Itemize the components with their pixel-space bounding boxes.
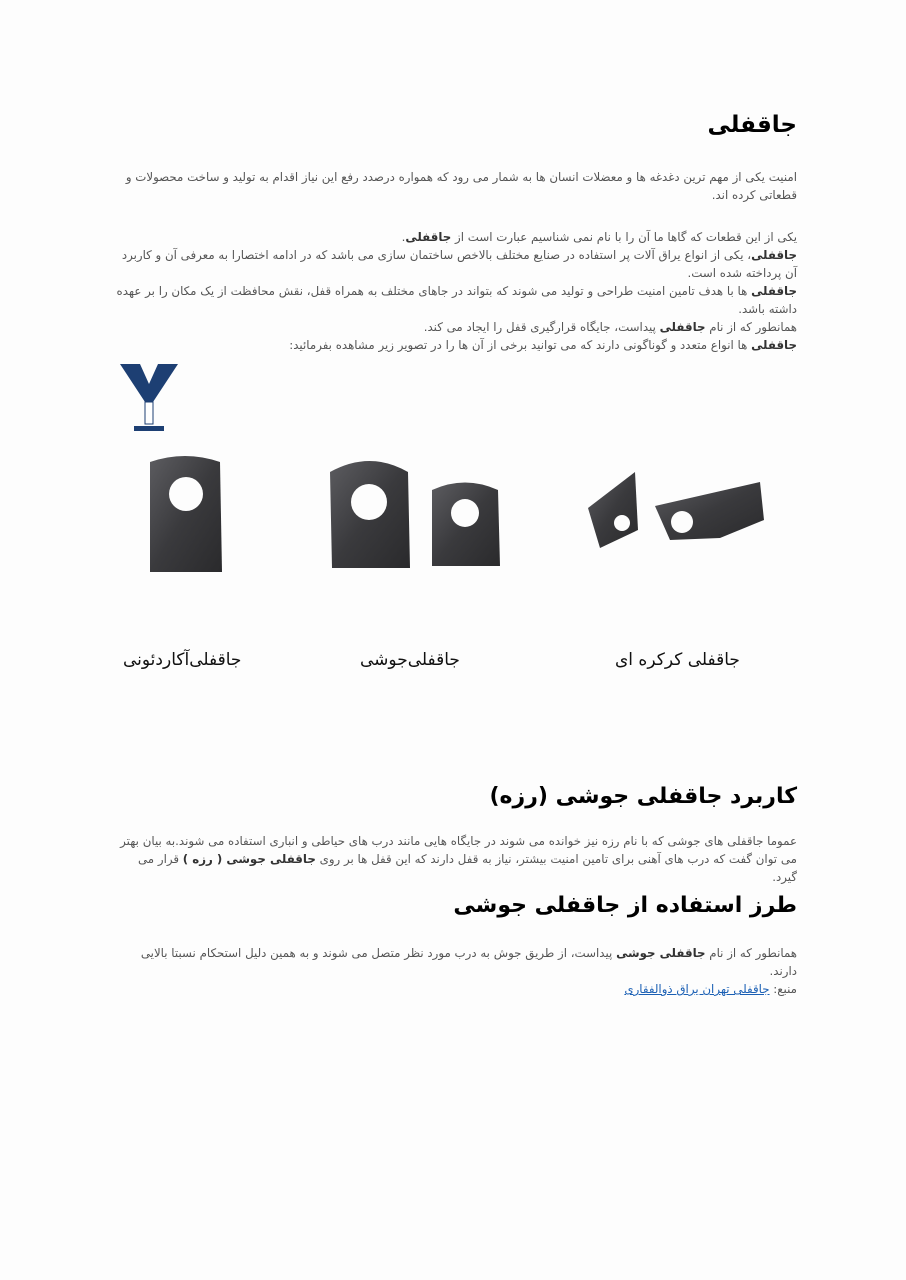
text: ها با هدف تامین امنیت طراحی و تولید می شوند که بتواند در جاهای مختلف به همراه قفل، نقش محافظت از یک مکان را بر عهده داشته باشد. bbox=[116, 284, 797, 316]
bold-term: جاقفلی bbox=[751, 338, 797, 352]
label-accordion-latch: جاقفلی‌آکاردئونی bbox=[123, 650, 242, 670]
definition-line-1 bbox=[110, 228, 797, 246]
text: . bbox=[401, 230, 406, 244]
logo-caption-bar bbox=[134, 426, 164, 431]
logo-stem bbox=[145, 402, 153, 424]
text: همانطور که از نام bbox=[705, 320, 797, 334]
bold-term: جاقفلی bbox=[751, 284, 797, 298]
shutter-latch-image bbox=[588, 472, 764, 548]
welded-latch-large-image bbox=[330, 461, 410, 568]
page-title: جاقفلی bbox=[707, 112, 797, 138]
source-label: منبع: bbox=[769, 982, 797, 996]
section-heading-howto: طرز استفاده از جاقفلی جوشی bbox=[453, 893, 797, 918]
text: پیداست، جایگاه قرارگیری قفل را ایجاد می کند. bbox=[423, 320, 660, 334]
welded-latch-small-image bbox=[432, 483, 500, 567]
logo-v-shape bbox=[120, 364, 178, 402]
definition-line-3 bbox=[110, 282, 797, 318]
bold-term: جاقفلی bbox=[659, 320, 706, 334]
howto-paragraph bbox=[110, 944, 797, 980]
intro-paragraph: امنیت یکی از مهم ترین دغدغه ها و معضلات انسان ها به شمار می رود که همواره درصدد رفع این نیاز اقدام به تولید و ساخت محصولات و قطعاتی کرده اند. bbox=[125, 170, 797, 202]
source-link[interactable]: جاقفلی تهران یراق ذوالفقاری bbox=[624, 982, 770, 996]
text: یکی از این قطعات که گاها ما آن را با نام نمی شناسیم عبارت است از bbox=[451, 230, 797, 244]
section-heading-usage: کاربرد جاقفلی جوشی (رزه) bbox=[489, 784, 797, 809]
label-welded-latch: جاقفلی‌جوشی bbox=[360, 650, 460, 670]
text: همانطور که از نام bbox=[705, 946, 797, 960]
definition-line-5 bbox=[110, 336, 797, 354]
definition-line-2 bbox=[110, 246, 797, 282]
text: پیداست، از طریق جوش به درب مورد نظر متصل می شوند و به همین دلیل استحکام نسبتا بالایی دارند. bbox=[140, 946, 797, 978]
definition-block bbox=[110, 228, 797, 354]
bold-term: جاقفلی جوشی ( رزه ) bbox=[182, 852, 316, 866]
bold-term: جاقفلی bbox=[405, 230, 452, 244]
text: قرار می گیرد. bbox=[137, 852, 797, 884]
label-shutter-latch: جاقفلی کرکره ای bbox=[615, 650, 740, 670]
text: ها انواع متعدد و گوناگونی دارند که می توانید برخی از آن ها را در تصویر زیر مشاهده بفرمائید: bbox=[289, 338, 752, 352]
bold-term: جاقفلی bbox=[751, 248, 797, 262]
source-line bbox=[110, 980, 797, 998]
accordion-latch-image bbox=[150, 456, 222, 572]
bold-term: جاقفلی جوشی bbox=[616, 946, 706, 960]
usage-paragraph bbox=[110, 832, 797, 886]
text: ، یکی از انواع یراق آلات پر استفاده در صنایع مختلف بالاخص ساختمان سازی می باشد که در ادامه اختصارا به معرفی آن و کاربرد آن پرداخته شده است. bbox=[121, 248, 797, 280]
howto-block bbox=[110, 944, 797, 998]
product-figure bbox=[110, 450, 797, 650]
text: عموما جاقفلی های جوشی که با نام رزه نیز خوانده می شوند در جایگاه هایی مانند درب های حیاطی و انباری استفاده می شوند.به بیان بهتر می توان گفت که درب های آهنی برای تامین امنیت بیشتر، نیاز به قفل دارند که این قفل ها بر روی bbox=[120, 834, 797, 866]
brand-logo bbox=[120, 364, 178, 434]
definition-line-4 bbox=[110, 318, 797, 336]
